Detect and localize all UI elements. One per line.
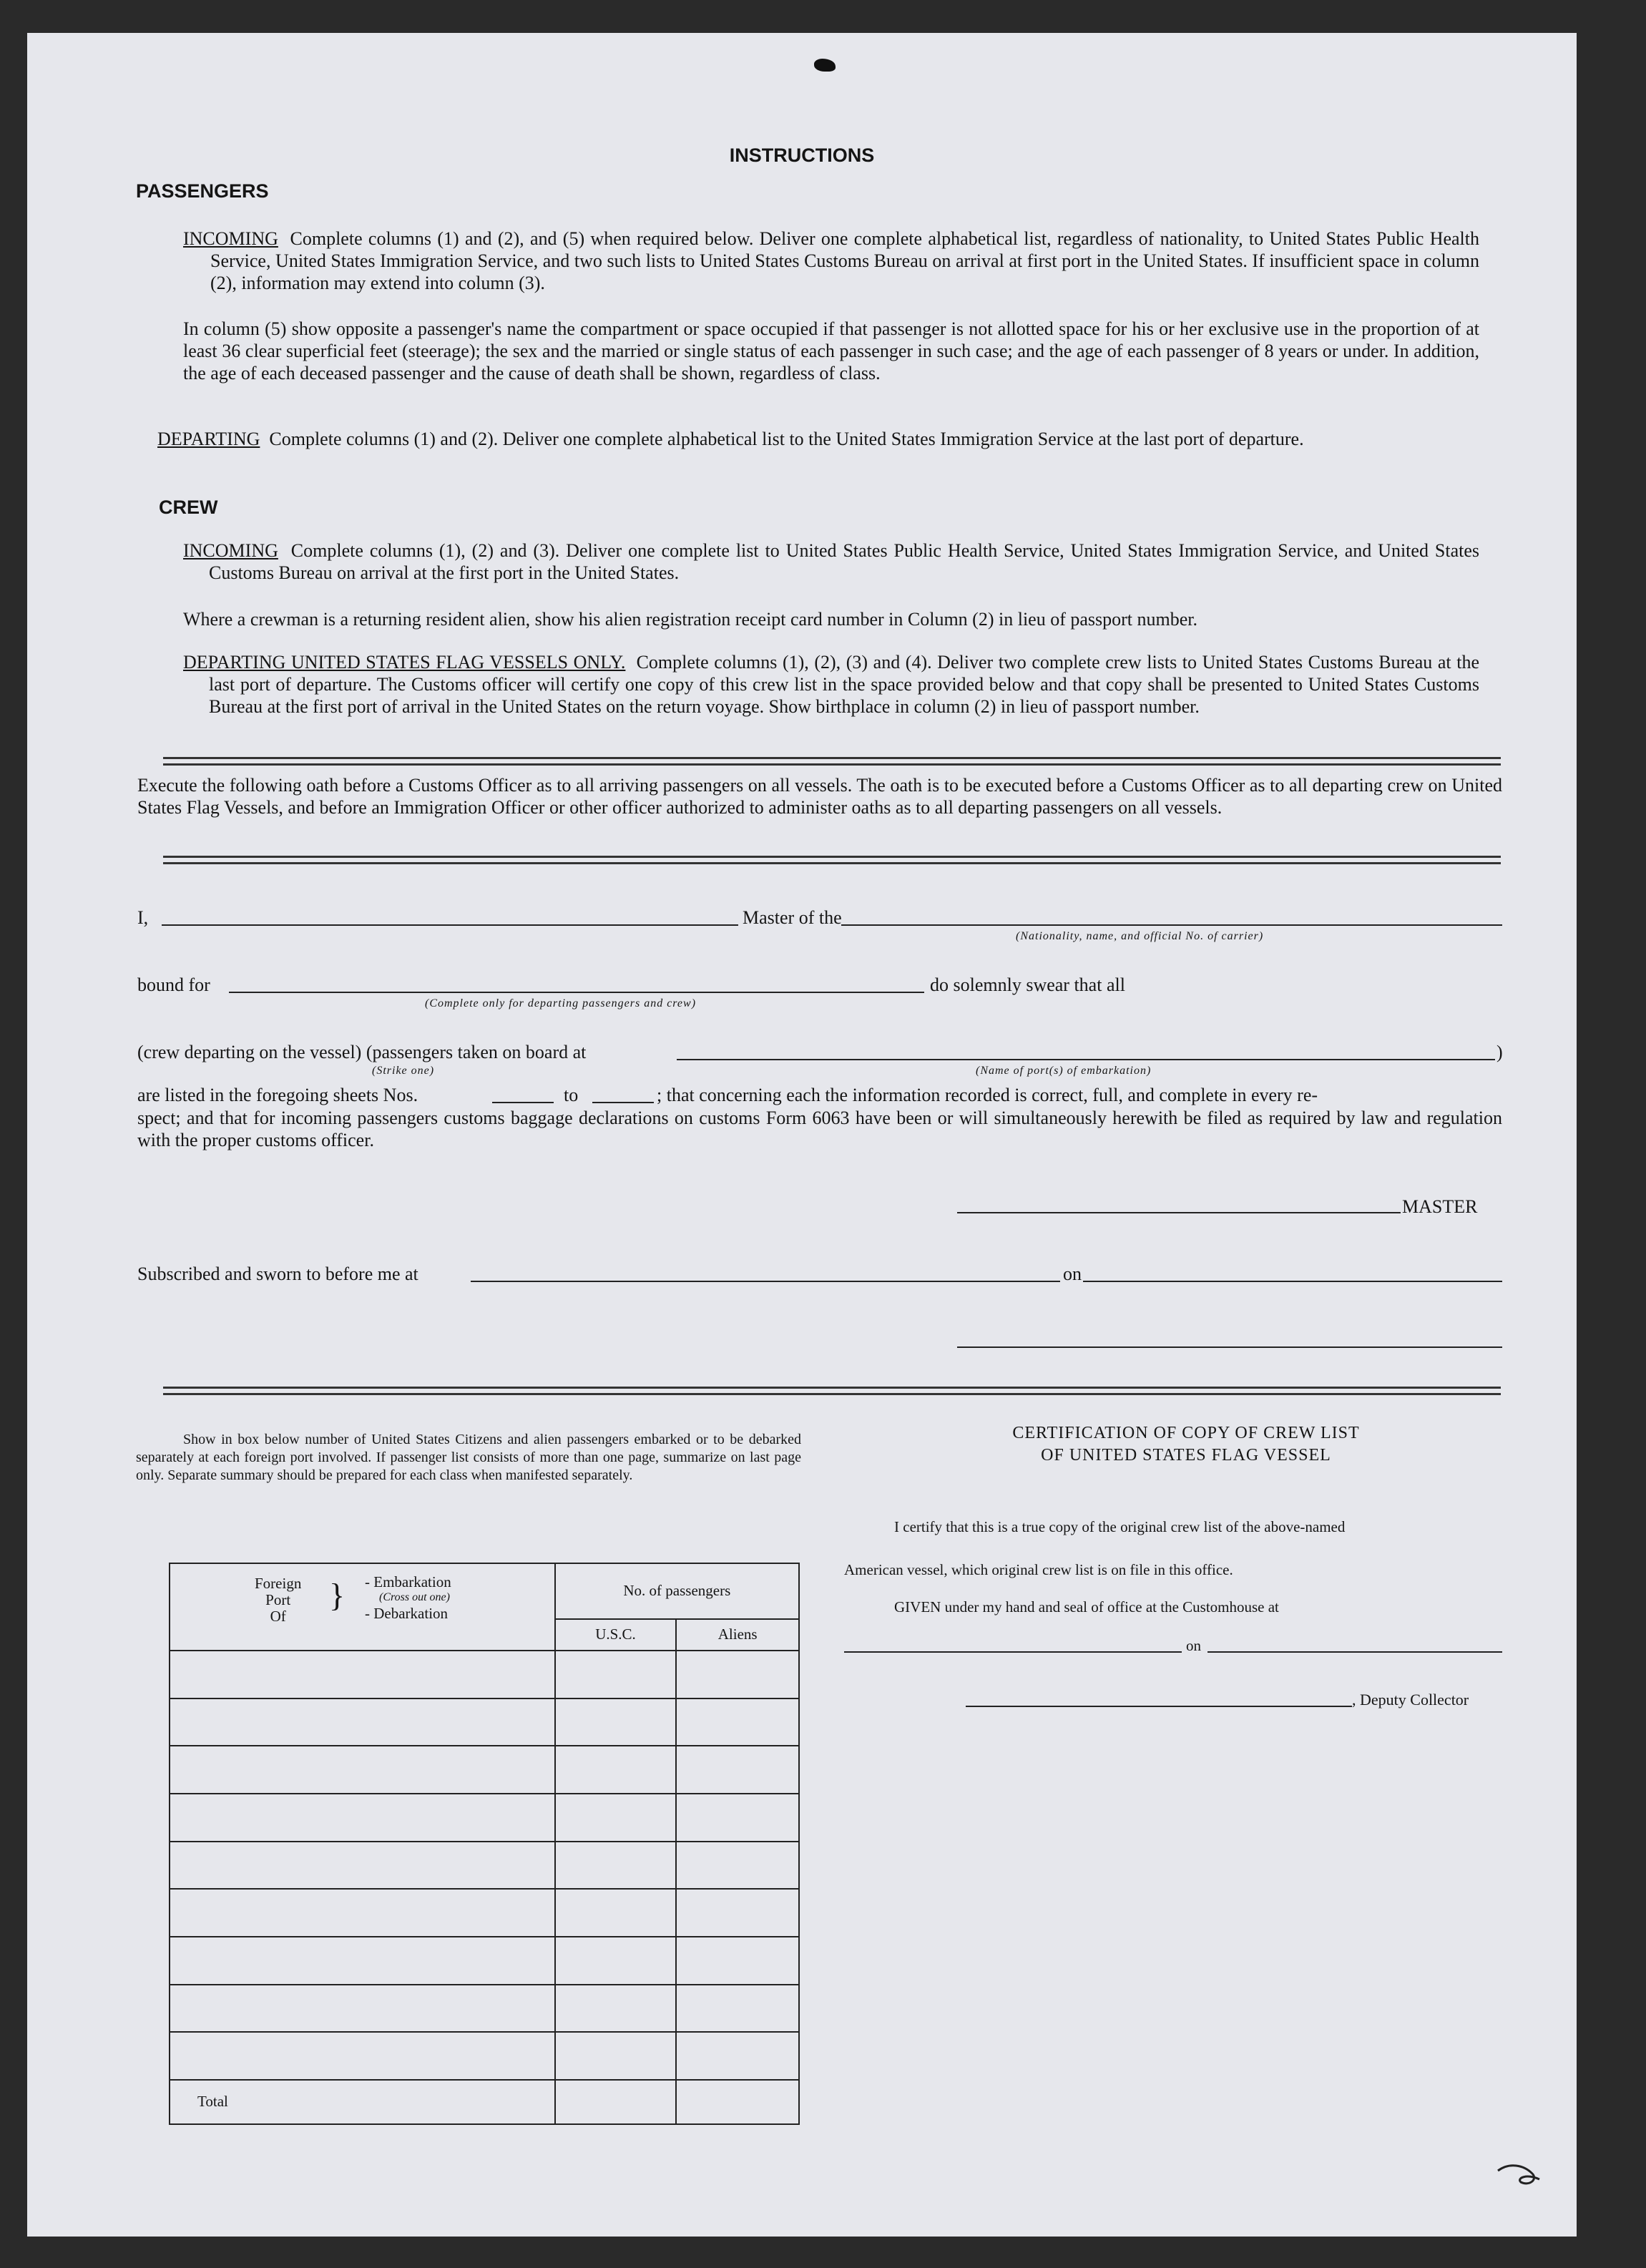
usc-cell[interactable]	[555, 1937, 677, 1985]
table-row	[170, 1889, 799, 1937]
embarkation-label: - Embarkation	[365, 1573, 451, 1590]
divider	[163, 856, 1501, 864]
ink-blot-icon	[814, 59, 836, 72]
sheet-from-field[interactable]	[492, 1102, 554, 1103]
certification-date-field[interactable]	[1207, 1651, 1502, 1653]
bound-for-field[interactable]	[229, 992, 924, 993]
ports-caption: (Name of port(s) of embarkation)	[976, 1065, 1152, 1077]
table-row	[170, 1937, 799, 1985]
oath-intro: Execute the following oath before a Customs Officer as to all arriving passengers on all vessels. The oath is to be executed before a Customs Officer as to all departing crew on United States Flag Vessels, and before an Immigration Officer or other officer authorized to administer oaths as to all departing passengers on all vessels.	[137, 775, 1502, 818]
subscribed-label: Subscribed and sworn to before me at	[137, 1263, 418, 1284]
crew-incoming-instruction	[183, 539, 1479, 584]
divider	[163, 1387, 1501, 1395]
divider	[163, 757, 1501, 766]
usc-cell[interactable]	[555, 1698, 677, 1746]
aliens-cell[interactable]	[676, 1698, 799, 1746]
total-aliens-cell[interactable]	[676, 2080, 799, 2124]
strike-caption: (Strike one)	[372, 1065, 435, 1077]
swear-label: do solemnly swear that all	[930, 974, 1125, 995]
certify-line2: American vessel, which original crew list is on file in this office.	[844, 1561, 1233, 1578]
listed-conclusion: spect; and that for incoming passengers customs baggage declarations on customs Form 6063 have been or will simultaneously herewith be filed as required by law and regulation with the proper customs officer.	[137, 1108, 1502, 1150]
deputy-collector-signature-field[interactable]	[966, 1706, 1352, 1707]
summary-note: Show in box below number of United States Citizens and alien passengers embarked or to be debarked separately at each foreign port involved. If passenger list consists of more than one page, summarize on last page only. Separate summary should be prepared for each class when manifested separately.	[136, 1432, 801, 1483]
port-cell[interactable]	[170, 1746, 555, 1794]
given-line: GIVEN under my hand and seal of office at the Customhouse at	[894, 1598, 1279, 1616]
no-of-passengers-header: No. of passengers	[555, 1563, 799, 1619]
passengers-heading: PASSENGERS	[136, 180, 269, 202]
port-cell[interactable]	[170, 1889, 555, 1937]
passengers-departing-text: Complete columns (1) and (2). Deliver one complete alphabetical list to the United States Immigration Service at the last port of departure.	[269, 429, 1304, 449]
handwritten-mark-icon	[1495, 2158, 1545, 2194]
deputy-collector-label: , Deputy Collector	[1352, 1691, 1469, 1709]
master-label: MASTER	[1402, 1196, 1478, 1217]
foreign-label: Foreign	[255, 1575, 302, 1592]
certification-title-line2: OF UNITED STATES FLAG VESSEL	[1041, 1446, 1331, 1465]
table-row	[170, 1746, 799, 1794]
table-row	[170, 1985, 799, 2033]
passengers-departing-label: DEPARTING	[157, 429, 260, 449]
aliens-cell[interactable]	[676, 1937, 799, 1985]
port-cell[interactable]	[170, 2032, 555, 2080]
table-row	[170, 1842, 799, 1890]
customhouse-field[interactable]	[844, 1651, 1182, 1653]
usc-cell[interactable]	[555, 1794, 677, 1842]
master-of-the-label: Master of the	[743, 907, 842, 928]
usc-header: U.S.C.	[555, 1619, 677, 1651]
sheet-to-field[interactable]	[592, 1102, 654, 1103]
aliens-cell[interactable]	[676, 1746, 799, 1794]
port-cell[interactable]	[170, 1985, 555, 2033]
certification-title-line1: CERTIFICATION OF COPY OF CREW LIST	[1012, 1424, 1360, 1442]
certify-line1: I certify that this is a true copy of the original crew list of the above-named	[894, 1518, 1346, 1535]
form-sheet	[27, 33, 1577, 2237]
bound-for-caption: (Complete only for departing passengers and crew)	[425, 997, 697, 1010]
table-row	[170, 2032, 799, 2080]
usc-cell[interactable]	[555, 2032, 677, 2080]
master-name-field[interactable]	[162, 924, 738, 926]
crew-departing-label: DEPARTING UNITED STATES FLAG VESSELS ONLY.	[183, 652, 626, 673]
port-cell[interactable]	[170, 1842, 555, 1890]
aliens-cell[interactable]	[676, 1842, 799, 1890]
passengers-column5-text: In column (5) show opposite a passenger's name the compartment or space occupied if that passenger is not allotted space for his or her exclusive use in the proportion of at least 36 clear superficial feet (steerage); the sex and the married or single status of each passenger in such case; and the age of each passenger of 8 years or under. In addition, the age of each deceased passenger and the cause of death shall be shown, regardless of class.	[183, 318, 1479, 383]
master-signature-field[interactable]	[957, 1212, 1401, 1213]
crew-resident-text: Where a crewman is a returning resident alien, show his alien registration receipt card number in Column (2) in lieu of passport number.	[183, 609, 1198, 630]
passengers-departing-instruction	[157, 428, 1479, 450]
carrier-caption: (Nationality, name, and official No. of carrier)	[1016, 930, 1264, 942]
certification-title	[871, 1422, 1501, 1467]
aliens-cell[interactable]	[676, 1889, 799, 1937]
passengers-incoming-text: Complete columns (1) and (2), and (5) when required below. Deliver one complete alphabetical list, regardless of nationality, to United States Public Health Service, United States Immigration Service, and two such lists to United States Customs Bureau on arrival at first port in the United States. If insufficient space in column (2), information may extend into column (3).	[210, 228, 1479, 293]
bound-for-label: bound for	[137, 974, 210, 995]
port-cell[interactable]	[170, 1651, 555, 1698]
aliens-cell[interactable]	[676, 1985, 799, 2033]
port-cell[interactable]	[170, 1937, 555, 1985]
instructions-title: INSTRUCTIONS	[729, 145, 875, 166]
carrier-field[interactable]	[841, 924, 1502, 926]
passengers-incoming-instruction	[183, 228, 1479, 294]
usc-cell[interactable]	[555, 1842, 677, 1890]
crew-incoming-label: INCOMING	[183, 540, 278, 561]
embarkation-ports-field[interactable]	[677, 1059, 1495, 1060]
table-row	[170, 1698, 799, 1746]
official-signature-field[interactable]	[957, 1346, 1502, 1348]
certification-on-label: on	[1186, 1637, 1201, 1654]
usc-cell[interactable]	[555, 1985, 677, 2033]
port-header-cell	[170, 1563, 555, 1651]
total-row	[170, 2080, 799, 2124]
listed-to-label: to	[564, 1085, 579, 1105]
passenger-summary-table	[169, 1563, 800, 2125]
aliens-cell[interactable]	[676, 1794, 799, 1842]
aliens-header: Aliens	[676, 1619, 799, 1651]
of-label: Of	[270, 1608, 286, 1625]
total-label: Total	[170, 2080, 555, 2124]
usc-cell[interactable]	[555, 1651, 677, 1698]
close-paren: )	[1496, 1042, 1503, 1062]
port-label: Port	[265, 1591, 291, 1608]
crew-departing-label: (crew departing on the vessel) (passengers taken on board at	[137, 1042, 587, 1062]
listed-continuation: ; that concerning each the information recorded is correct, full, and complete in every re-	[657, 1085, 1318, 1105]
listed-label: are listed in the foregoing sheets Nos.	[137, 1085, 418, 1105]
sworn-date-field[interactable]	[1083, 1281, 1502, 1282]
port-cell[interactable]	[170, 1698, 555, 1746]
aliens-cell[interactable]	[676, 1651, 799, 1698]
crew-incoming-text: Complete columns (1), (2) and (3). Deliver one complete list to United States Public Health Service, United States Immigration Service, and United States Customs Bureau on arrival at the first port in the United States.	[209, 540, 1479, 583]
table-row	[170, 1651, 799, 1698]
passengers-incoming-label: INCOMING	[183, 228, 278, 249]
crew-heading: CREW	[159, 497, 218, 518]
table-row	[170, 1794, 799, 1842]
aliens-cell[interactable]	[676, 2032, 799, 2080]
crew-departing-text: Complete columns (1), (2), (3) and (4). Deliver two complete crew lists to United States Customs Bureau at the last port of departure. The Customs officer will certify one copy of this crew list in the space provided below and that copy shall be presented to United States Customs Bureau at the first port of arrival in the United States on the return voyage. Show birthplace in column (2) in lieu of passport number.	[209, 652, 1480, 717]
brace-icon: }	[329, 1577, 346, 1613]
usc-cell[interactable]	[555, 1889, 677, 1937]
cross-out-caption: (Cross out one)	[379, 1591, 450, 1603]
crew-departing-instruction	[183, 651, 1479, 718]
oath-i-label: I,	[137, 907, 149, 928]
usc-cell[interactable]	[555, 1746, 677, 1794]
sworn-location-field[interactable]	[471, 1281, 1060, 1282]
sworn-on-label: on	[1063, 1263, 1082, 1284]
port-cell[interactable]	[170, 1794, 555, 1842]
total-usc-cell[interactable]	[555, 2080, 677, 2124]
debarkation-label: - Debarkation	[365, 1605, 449, 1622]
